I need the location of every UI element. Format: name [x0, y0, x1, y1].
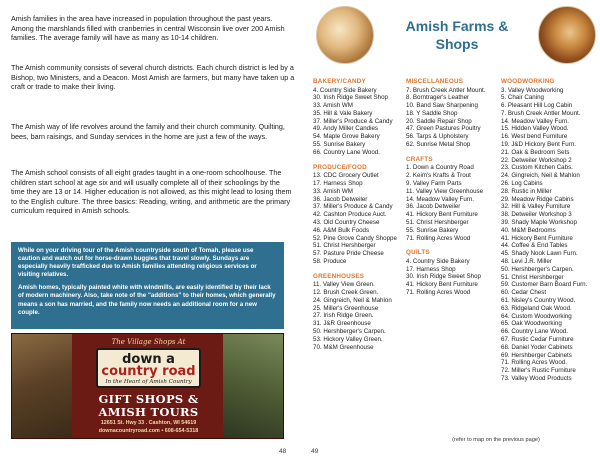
- directory-item: 71. Rolling Acres Wood.: [501, 359, 567, 367]
- directory-item: 5. Chair Caning: [501, 94, 544, 102]
- directory-item: 9. Valley Farm Parts: [406, 179, 462, 187]
- directory-item: 54. Maple Grove Bakery: [313, 133, 380, 141]
- directory-item: 2. Keim's Krafts & Trout: [406, 172, 471, 180]
- directory-item: 41. Hickory Bent Furniture: [501, 234, 573, 242]
- quilt-photo: [316, 6, 374, 64]
- category-heading: PRODUCE/FOOD: [313, 163, 367, 171]
- directory-item: 51. Christ Hershberger: [406, 218, 469, 226]
- category-gap: [406, 242, 502, 249]
- category-heading: MISCELLANEOUS: [406, 78, 464, 85]
- directory-item: 4. Country Side Bakery: [406, 257, 470, 265]
- directory-item: 63. Ridgeland Oak Wood.: [501, 304, 572, 312]
- directory-item: 39. Shady Maple Workshop: [501, 219, 577, 227]
- church-paragraph: The Amish community consists of several church districts. Each church district is led by a Bishop, two Ministers, and a Deacon. Most Amish are farmers, but many have taken up a craft or trade to make their living.: [11, 63, 295, 92]
- directory-item: 66. Country Lane Wood.: [501, 328, 568, 336]
- directory-item: 50. Hershberger's Carpen.: [313, 328, 386, 336]
- directory-item: 11. Valley View Green.: [313, 281, 375, 289]
- tip-caution-text: While on your driving tour of the Amish countryside south of Tomah, please use caution and watch out for horse-drawn buggies that travel slowly. Sundays are especially heavily trafficked due to Amish families attending religious services or visiting relatives.: [18, 247, 257, 279]
- page-number-right: 49: [311, 448, 319, 455]
- directory-item: 30. Irish Ridge Sweet Shop: [313, 94, 388, 102]
- driving-tip-box: [11, 242, 284, 329]
- ad-photo-right: [223, 334, 283, 439]
- directory-item: 49. Andy Miller Candies: [313, 125, 379, 133]
- directory-item: 27. Irish Ridge Green.: [313, 312, 374, 320]
- directory-item: 71. Rolling Acres Wood: [406, 234, 471, 242]
- directory-item: 1. Down a Country Road: [406, 164, 474, 172]
- directory-item: 61. Nisley's Country Wood.: [501, 297, 576, 305]
- directory-item: 59. Customer Barn Board Furn.: [501, 281, 588, 289]
- category-gap: [313, 157, 409, 164]
- directory-item: 25. Miller's Greenhouse: [313, 304, 379, 312]
- directory-item: 71. Rolling Acres Wood: [406, 289, 471, 297]
- directory-item: 44. Coffee & End Tables: [501, 242, 568, 250]
- directory-item: 51. Christ Hershberger: [501, 273, 564, 281]
- directory-item: 29. Meadow Ridge Cabins: [501, 195, 574, 203]
- directory-item: 20. Saddle Repair Shop: [406, 117, 472, 125]
- directory-item: 10. Band Saw Sharpening: [406, 102, 478, 110]
- ad-center-panel: [72, 334, 225, 439]
- directory-item: 65. Oak Woodworking: [501, 320, 562, 328]
- directory-item: 55. Sunrise Bakery: [406, 226, 459, 234]
- directory-column-3: [501, 78, 597, 383]
- directory-item: 37. Miller's Produce & Candy: [313, 203, 393, 211]
- map-reference-note: (refer to map on the previous page): [452, 437, 540, 443]
- directory-item: 55. Sunrise Bakery: [313, 141, 366, 149]
- ad-village-text: The Village Shops At: [111, 338, 186, 346]
- directory-item: 73. Valley Wood Products: [501, 374, 572, 382]
- directory-item: 42. Cashton Produce Auct.: [313, 211, 387, 219]
- directory-item: 24. Gingreich, Neil & Mahlon: [313, 296, 392, 304]
- page-title-line1: Amish Farms &: [405, 18, 509, 34]
- directory-item: 24. Gingreich, Neil & Mahlon: [501, 172, 580, 180]
- directory-item: 52. Pine Grove Candy Shoppe: [313, 234, 397, 242]
- directory-column-2: [406, 78, 502, 297]
- directory-item: 6. Pleasant Hill Log Cabin: [501, 102, 573, 110]
- directory-item: 53. Hickory Valley Green.: [313, 335, 383, 343]
- directory-item: 26. Log Cabins: [501, 180, 543, 188]
- directory-item: 36. Jacob Detweiler: [313, 195, 368, 203]
- directory-item: 22. Detweiler Workshop 2: [501, 156, 572, 164]
- directory-item: 21. Oak & Bedroom Sets: [501, 148, 570, 156]
- directory-item: 17. Harness Shop: [406, 265, 456, 273]
- directory-item: 11. Valley View Greenhouse: [406, 187, 484, 195]
- directory-item: 57. Pasture Pride Cheese: [313, 250, 384, 258]
- directory-item: 40. M&M Bedrooms: [501, 226, 556, 234]
- ad-amish-tours: AMISH TOURS: [98, 405, 199, 419]
- ad-contact: downacountryroad.com • 608-654-5318: [98, 428, 199, 434]
- ad-logo: [96, 348, 201, 388]
- directory-item: 70. M&M Greenhouse: [313, 343, 374, 351]
- directory-item: 68. Daniel Yoder Cabinets: [501, 343, 573, 351]
- directory-item: 15. Hidden Valley Wood.: [501, 125, 569, 133]
- directory-item: 18. Y Saddle Shop: [406, 109, 458, 117]
- directory-item: 16. West bend Furniture: [501, 133, 568, 141]
- directory-item: 35. Hill & Vale Bakery: [313, 109, 373, 117]
- directory-item: 14. Meadow Valley Furn.: [501, 117, 569, 125]
- directory-item: 4. Country Side Bakery: [313, 86, 377, 94]
- directory-item: 62. Sunrise Metal Shop: [406, 141, 471, 149]
- ad-logo-line1: down a: [122, 352, 175, 367]
- directory-item: 56. Tarps & Upholstery: [406, 133, 469, 141]
- category-heading: QUILTS: [406, 249, 430, 257]
- category-heading: BAKERY/CANDY: [313, 78, 366, 85]
- category-gap: [313, 266, 409, 273]
- directory-item: 19. J&D Hickory Bent Furn.: [501, 141, 576, 149]
- directory-item: 14. Meadow Valley Furn.: [406, 195, 474, 203]
- page-title-line2: Shops: [435, 36, 479, 52]
- category-heading: WOODWORKING: [501, 78, 555, 85]
- directory-item: 31. J&R Greenhouse: [313, 320, 371, 328]
- directory-item: 45. Shady Nook Lawn Furn.: [501, 250, 578, 258]
- ad-photo-left: [12, 334, 72, 439]
- directory-item: 69. Hershberger Cabinets: [501, 351, 572, 359]
- directory-item: 41. Hickory Bent Furniture: [406, 281, 478, 289]
- intro-paragraph: Amish families in the area have increased in population throughout the past years. Among the marshlands filled with cranberries in central Wisconsin live over 200 Amish families. The average family will have as many as 10-14 children.: [11, 14, 285, 43]
- directory-item: 17. Harness Shop: [313, 179, 363, 187]
- directory-item: 3. Valley Woodworking: [501, 86, 564, 94]
- directory-item: 28. Rustic in Miller: [501, 187, 552, 195]
- directory-item: 47. Green Pastures Poultry: [406, 125, 481, 133]
- directory-item: 50. Hershberger's Carpen.: [501, 265, 574, 273]
- directory-item: 67. Rustic Cedar Furniture: [501, 336, 574, 343]
- directory-item: 66. Country Lane Wood.: [313, 148, 380, 156]
- category-heading: CRAFTS: [406, 155, 433, 163]
- ad-logo-tagline: In the Heart of Amish Country: [105, 379, 192, 385]
- down-a-country-road-ad: [11, 333, 284, 439]
- directory-item: 7. Brush Creek Antler Mount.: [406, 86, 486, 94]
- directory-item: 41. Hickory Bent Furniture: [406, 211, 478, 219]
- ad-gift-shops: GIFT SHOPS &: [98, 392, 199, 406]
- directory-item: 33. Amish WM: [313, 187, 353, 195]
- page-number-left: 48: [279, 448, 287, 455]
- category-heading: GREENHOUSES: [313, 272, 365, 280]
- directory-item: 58. Produce: [313, 257, 347, 265]
- directory-item: 60. Cedar Chest: [501, 289, 547, 297]
- directory-item: 72. Miller's Rustic Furniture: [501, 367, 576, 375]
- directory-item: 37. Miller's Produce & Candy: [313, 117, 393, 125]
- directory-item: 13. CDC Grocery Outlet: [313, 172, 379, 180]
- tip-homes-text: Amish homes, typically painted white with windmills, are easily identified by their lack of modern machinery. Also, take note of the "additions" to their homes, which generally means a son has married, and the family now needs an additional room for a new couple.: [18, 284, 276, 316]
- directory-item: 51. Christ Hershberger: [313, 242, 376, 250]
- directory-item: 48. Levi J.R. Miller: [501, 258, 552, 266]
- directory-item: 7. Brush Creek Antler Mount.: [501, 109, 581, 117]
- directory-item: 46. A&M Bulk Foods: [313, 226, 370, 234]
- directory-item: 23. Custom Kitchen Cabs.: [501, 164, 573, 172]
- directory-column-1: [313, 78, 409, 351]
- directory-item: 32. Hill & Valley Furniture: [501, 203, 571, 211]
- ad-address: 12651 St. Hwy 33 . Cashton, WI 54619: [100, 420, 197, 426]
- directory-item: 8. Borntrager's Leather: [406, 94, 470, 102]
- directory-item: 36. Jacob Detweiler: [406, 203, 461, 211]
- directory-item: 30. Irish Ridge Sweet Shop: [406, 273, 481, 281]
- directory-item: 64. Custom Woodworking: [501, 312, 572, 320]
- right-page: [300, 0, 600, 463]
- family-paragraph: The Amish way of life revolves around the family and their church community. Quilting, bees, barn raisings, and Sunday services in the home are just a few of the ways.: [11, 122, 285, 141]
- ad-logo-line2: country road: [101, 364, 196, 379]
- directory-item: 43. Old Country Cheese: [313, 218, 380, 226]
- school-paragraph: The Amish school consists of all eight grades taught in a one-room schoolhouse. The children start school at age six and will usually complete all of their schoolings by the time they are 13 or 14. Higher education is not allowed, as this might lead to losing them to the English culture. The three basics: Reading, writing, and arithmetic are the primary curriculum required in Amish schools.: [11, 168, 292, 216]
- baked-goods-photo: [538, 6, 596, 64]
- directory-item: 12. Brush Creek Green.: [313, 289, 379, 297]
- category-gap: [406, 149, 502, 156]
- directory-item: 38. Detweiler Workshop 3: [501, 211, 572, 219]
- directory-item: 33. Amish WM: [313, 102, 353, 110]
